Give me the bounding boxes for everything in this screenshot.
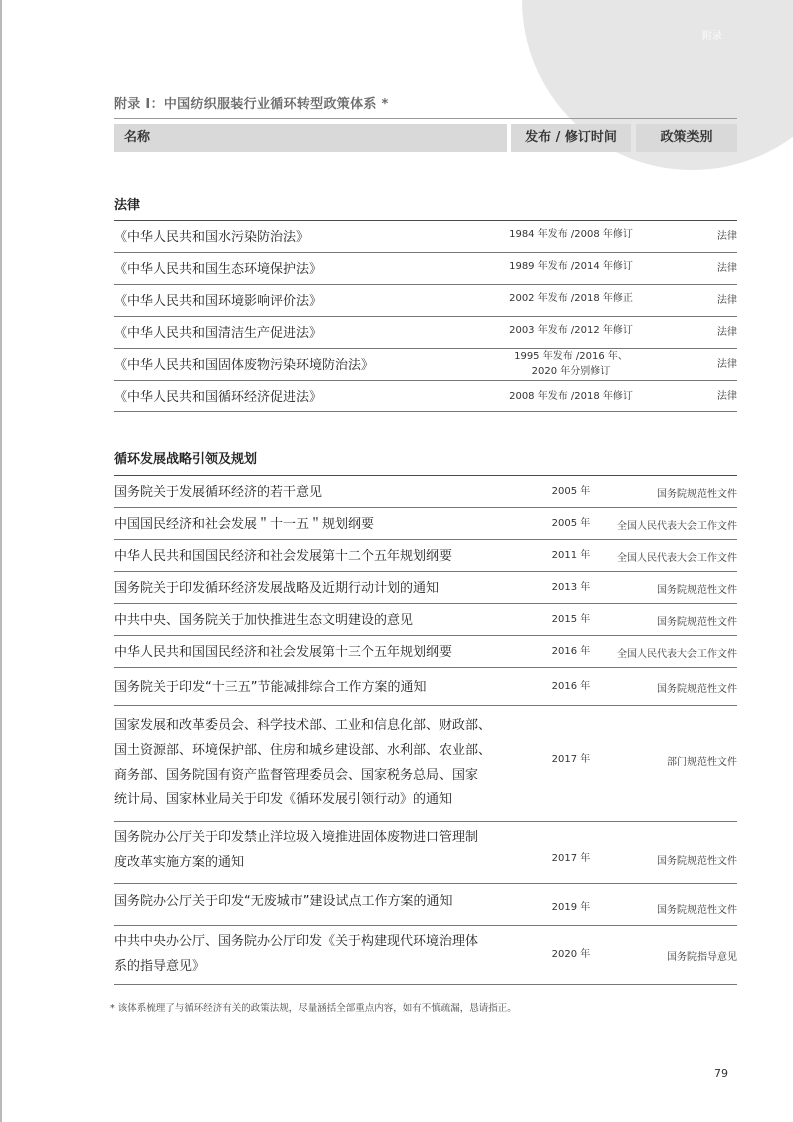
row-date: 2017 年: [551, 754, 591, 765]
row-category: 国务院规范性文件: [657, 856, 737, 867]
row-date: 2005 年: [551, 486, 591, 497]
row-category: 法律: [717, 391, 737, 402]
row-date: 2015 年: [551, 614, 591, 625]
row-date: 2011 年: [551, 550, 591, 561]
row-name: 《中华人民共和国环境影响评价法》: [114, 294, 323, 309]
row-name: 《中华人民共和国循环经济促进法》: [114, 390, 323, 405]
row-date-line-1: 1995 年发布 /2016 年、: [514, 351, 628, 362]
row-date: 2008 年发布 /2018 年修订: [509, 391, 633, 402]
row-date: 2019 年: [551, 902, 591, 913]
header-name: 名称: [114, 124, 507, 152]
header-category: 政策类别: [636, 124, 737, 152]
row-name: 中国国民经济和社会发展＂十一五＂规划纲要: [114, 517, 375, 532]
table-row: [114, 381, 737, 412]
row-name-line-2: 国土资源部、环境保护部、住房和城乡建设部、水利部、农业部、: [114, 743, 492, 758]
row-name: 国务院关于印发循环经济发展战略及近期行动计划的通知: [114, 581, 440, 596]
row-name: 《中华人民共和国水污染防治法》: [114, 230, 310, 245]
row-name: 国务院办公厅关于印发“无废城市”建设试点工作方案的通知: [114, 894, 453, 909]
section-title-law: 法律: [114, 198, 141, 213]
footnote: * 该体系梳理了与循环经济有关的政策法规，尽量涵括全部重点内容，如有不慎疏漏，恳请指正。: [110, 1003, 517, 1014]
row-category: 法律: [717, 359, 737, 370]
row-date: 2016 年: [551, 681, 591, 692]
row-category: 法律: [717, 327, 737, 338]
row-category: 国务院规范性文件: [657, 617, 737, 628]
row-name: 《中华人民共和国清洁生产促进法》: [114, 326, 323, 341]
row-name-line-2: 系的指导意见》: [114, 959, 206, 974]
row-date: 2003 年发布 /2012 年修订: [509, 325, 633, 336]
row-category: 法律: [717, 231, 737, 242]
header-date: 发布 / 修订时间: [511, 124, 631, 152]
table-row: [114, 508, 737, 540]
page-number: 79: [714, 1067, 728, 1080]
row-date: 2017 年: [551, 853, 591, 864]
table-row: [114, 540, 737, 572]
table-row: [114, 253, 737, 285]
title-divider: [114, 118, 737, 119]
row-date: 1989 年发布 /2014 年修订: [509, 261, 633, 272]
row-category: 全国人民代表大会工作文件: [617, 649, 737, 660]
section-title-strategy: 循环发展战略引领及规划: [114, 452, 258, 467]
row-category: 全国人民代表大会工作文件: [617, 521, 737, 532]
table-row: [114, 317, 737, 349]
table-row: [114, 822, 737, 884]
row-category: 国务院规范性文件: [657, 905, 737, 916]
table-row: [114, 349, 737, 381]
page-left-border: [0, 0, 2, 1122]
table-row: [114, 285, 737, 317]
row-name-line-1: 国务院办公厅关于印发禁止洋垃圾入境推进固体废物进口管理制: [114, 830, 479, 845]
row-name: 中华人民共和国国民经济和社会发展第十三个五年规划纲要: [114, 645, 453, 660]
row-date: 2013 年: [551, 582, 591, 593]
row-name-line-1: 中共中央办公厅、国务院办公厅印发《关于构建现代环境治理体: [114, 934, 479, 949]
row-date: 1984 年发布 /2008 年修订: [509, 229, 633, 240]
row-category: 国务院指导意见: [667, 952, 737, 963]
table-row: [114, 636, 737, 668]
row-category: 法律: [717, 295, 737, 306]
appendix-title: 附录 I：中国纺织服装行业循环转型政策体系 *: [114, 97, 389, 112]
row-name: 国务院关于印发“十三五”节能减排综合工作方案的通知: [114, 680, 427, 695]
row-date: 2002 年发布 /2018 年修正: [509, 293, 633, 304]
row-name-line-2: 度改革实施方案的通知: [114, 855, 245, 870]
row-date: 2016 年: [551, 646, 591, 657]
row-name: 中共中央、国务院关于加快推进生态文明建设的意见: [114, 613, 414, 628]
table-row: [114, 668, 737, 706]
row-category: 国务院规范性文件: [657, 684, 737, 695]
row-category: 法律: [717, 263, 737, 274]
row-category: 全国人民代表大会工作文件: [617, 553, 737, 564]
row-date: 2020 年: [551, 949, 591, 960]
row-date: 2005 年: [551, 518, 591, 529]
table-row: [114, 706, 737, 822]
row-name-line-1: 国家发展和改革委员会、科学技术部、工业和信息化部、财政部、: [114, 718, 492, 733]
row-category: 部门规范性文件: [667, 757, 737, 768]
table-row: [114, 926, 737, 985]
row-category: 国务院规范性文件: [657, 585, 737, 596]
row-name: 《中华人民共和国固体废物污染环境防治法》: [114, 358, 375, 373]
table-row: [114, 884, 737, 926]
table-row: [114, 572, 737, 604]
row-name: 中华人民共和国国民经济和社会发展第十二个五年规划纲要: [114, 549, 453, 564]
row-name: 《中华人民共和国生态环境保护法》: [114, 262, 323, 277]
row-name-line-4: 统计局、国家林业局关于印发《循环发展引领行动》的通知: [114, 792, 453, 807]
corner-label: 附录: [702, 31, 722, 42]
table-row: [114, 221, 737, 253]
table-row: [114, 604, 737, 636]
row-date-line-2: 2020 年分别修订: [531, 366, 611, 377]
row-name-line-3: 商务部、国务院国有资产监督管理委员会、国家税务总局、国家: [114, 768, 479, 783]
row-category: 国务院规范性文件: [657, 489, 737, 500]
row-name: 国务院关于发展循环经济的若干意见: [114, 485, 323, 500]
table-row: [114, 476, 737, 508]
